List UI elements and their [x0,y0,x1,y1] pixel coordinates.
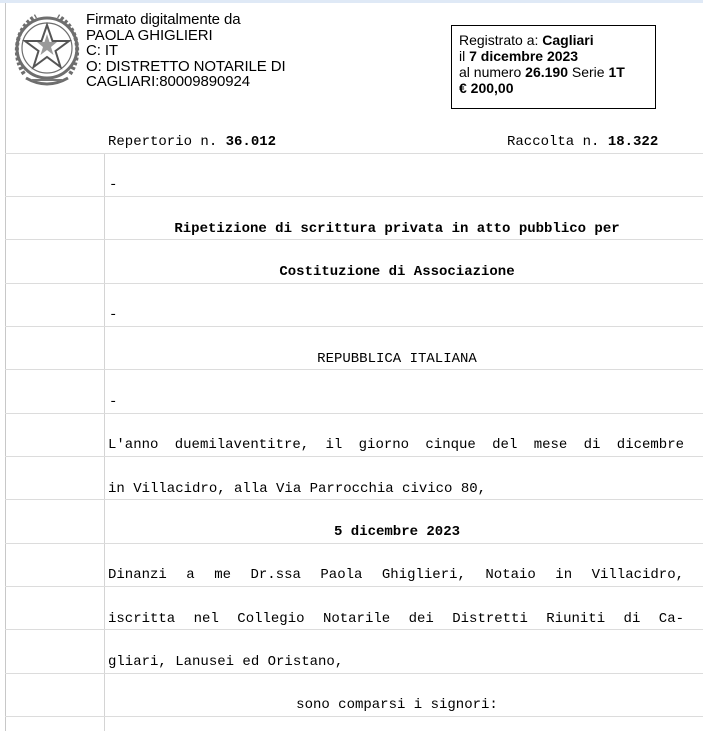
registration-number-prefix: al numero [459,64,522,80]
signature-line: PAOLA GHIGLIERI [86,26,213,44]
registration-number: 26.190 [525,64,568,80]
repertorio-label: Repertorio n. [108,134,218,150]
ruled-line [5,196,703,197]
registration-series-label: Serie [571,64,605,80]
document-title [104,221,690,237]
raccolta-number: 18.322 [607,134,659,150]
appeared-line: sono comparsi i signori: [296,697,498,713]
ruled-line [5,326,703,327]
repertorio [108,134,276,150]
document-subtitle [104,264,690,280]
title-line-1: Ripetizione di scrittura privata in atto pubblico per [174,221,620,237]
top-border [0,0,703,3]
ruled-line [5,283,703,284]
repertorio-number: 36.012 [225,134,277,150]
separator-dash: - [109,177,118,193]
left-rule [5,3,6,731]
deed-date-text: 5 dicembre 2023 [333,524,461,540]
registration-date-prefix: il [459,48,466,64]
body-line: gliari, Lanusei ed Oristano, [108,654,344,670]
ruled-line [5,153,703,154]
title-line-2: Costituzione di Associazione [279,264,515,280]
signature-line: CAGLIARI:80009890924 [86,73,250,90]
ruled-line [5,456,703,457]
ruled-line [5,543,703,544]
signature-line: C: IT [86,42,118,59]
digital-signature-block [86,12,346,90]
ruled-line [5,673,703,674]
registration-series: 1T [608,64,625,80]
registration-city: Cagliari [542,32,594,48]
signature-line: Firmato digitalmente da [86,11,241,28]
registration-date: 7 dicembre 2023 [469,48,579,64]
ruled-line [5,499,703,500]
body-line: Dinanzi a me Dr.ssa Paola Ghiglieri, Notaio in Villacidro, [108,567,684,583]
ruled-line [5,716,703,717]
ruled-line [5,413,703,414]
ruled-line [5,586,703,587]
registration-stamp [451,25,656,109]
separator-dash: - [109,307,118,323]
body-line: in Villacidro, alla Via Parrocchia civico 80, [108,481,487,497]
signature-line: O: DISTRETTO NOTARILE DI [86,57,286,75]
body-line: iscritta nel Collegio Notarile dei Distretti Riuniti di Ca- [108,611,684,627]
republic-heading: REPUBBLICA ITALIANA [317,351,477,367]
separator-dash: - [109,394,118,410]
ruled-line [5,239,703,240]
raccolta [507,134,658,150]
raccolta-label: Raccolta n. [507,134,600,150]
registration-amount: € 200,00 [459,80,514,96]
ruled-line [5,369,703,370]
ruled-line [5,629,703,630]
republic-emblem-icon [4,4,90,92]
deed-date [104,524,690,540]
body-line: L'anno duemilaventitre, il giorno cinque del mese di dicembre [108,437,684,453]
registration-prefix: Registrato a: [459,32,539,48]
